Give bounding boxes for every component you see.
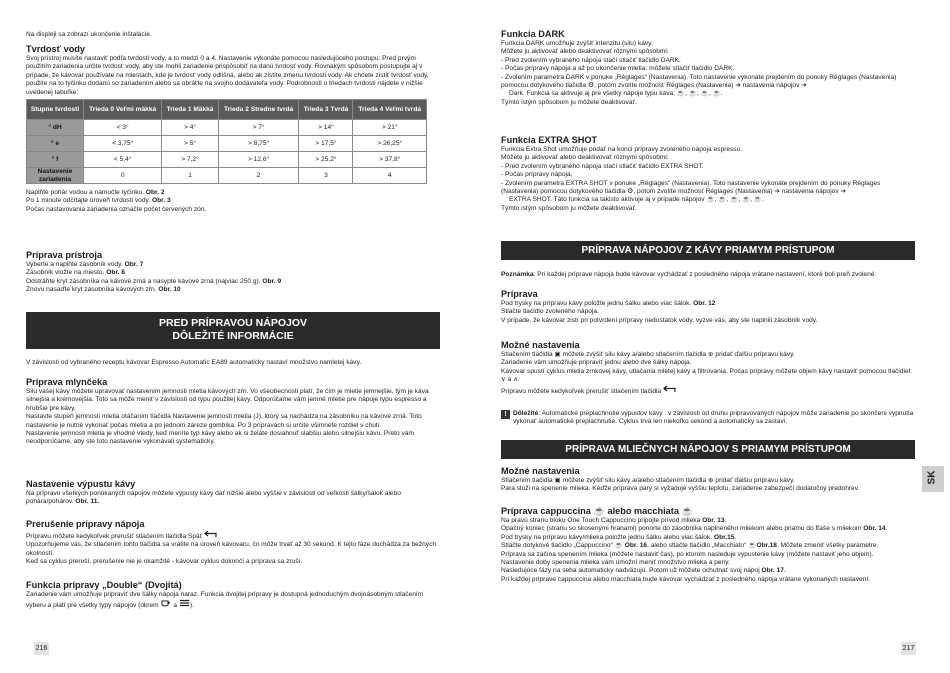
cappuccino-cup-icon: ☕ — [593, 506, 605, 516]
add-shot-button-icon: ⊕ — [708, 351, 714, 358]
coffee-settings-heading: Možné nastavenia — [501, 340, 580, 350]
prep-step: Znovu nasaďte kryt zásobníka kávových zŕn. Obr. 10 — [26, 286, 181, 294]
dark-section — [501, 29, 916, 107]
table-cell: > 26,25° — [353, 136, 427, 152]
coffee-prep-heading: Príprava — [501, 289, 538, 299]
chevron-up-icon: ∧ — [513, 376, 519, 384]
table-cell: < 3,75° — [84, 136, 162, 152]
macchiato-glass-icon: ☕ — [748, 542, 757, 550]
table-cell: > 7,2° — [162, 152, 218, 168]
table-row — [27, 136, 427, 152]
arrow-right-icon: ➔ — [840, 188, 846, 196]
chevron-down-icon: ∨ — [501, 376, 506, 384]
interrupt-p3: Keď sa cyklus preruší, prerušenie nie je okamžité - kávovar cyklus dokončí a príprava sa zruší. — [26, 558, 303, 566]
cappuccino-line: Opačný koniec (stranu so skosenými hranami) ponorte do zásobníka naplneného mliekom alebo priamo do fľaše s mliekom Obr. 14. — [501, 525, 888, 533]
table-cell: 3 — [299, 168, 353, 184]
hardness-table — [26, 99, 427, 184]
warning-icon: ! — [501, 410, 510, 419]
back-arrow-icon — [204, 530, 218, 538]
double-heading: Funkcia prípravy „Double“ (Dvojitá) — [26, 580, 182, 590]
table-cell: > 17,5° — [299, 136, 353, 152]
coffee-settings-section — [501, 340, 916, 396]
table-header-cell: Stupne tvrdosti — [27, 100, 84, 120]
extra-line: EXTRA SHOT. Táto funkcia sa takisto aktivuje aj v prípade nápojov ☕, ☕, ☕, ☕, ☕. — [509, 196, 764, 204]
dark-line: - Pred zvolením vybraného nápoja stačí stlačiť tlačidlo DARK. — [501, 56, 681, 64]
grinder-section — [26, 377, 441, 447]
page-number: 217 — [901, 642, 916, 655]
prep-step: Zásobník vložte na miesto. Obr. 8 — [26, 269, 125, 277]
table-cell: 0 — [84, 168, 162, 184]
cappuccino-line: Nastavenie doby spenenia mlieka vám umožní meniť množstvo mlieka a peny. — [501, 559, 730, 567]
hardness-text: Svoj prístroj musíte nastaviť podľa tvrdosti vody, a to medzi 0 a 4. Nastavenie vykonáte pomocou nasledujúceho postupu: Pred prvým použitím zariadenia určite tvrdosť vody, aby ste mohli zariadenie prispôsobiť na danú tvrdosť vody. Rovnakým spôsobom postupujte aj v prípade, že kávovar používate na miestach, kde je tvrdosť vody odlišná, alebo ak zistíte zmenu tvrdosti vody. Ak chcete zistiť tvrdosť vody, použite na to tyčinku dodanú so zariadením alebo sa obráťte na svojho dodávateľa vody. Podrobnosti o triedach tvrdosti nájdete v nižšie uvedenej tabuľke: — [26, 55, 429, 96]
intro-text: Na displeji sa zobrazí ukončenie inštalácie. — [26, 31, 152, 38]
grinder-heading: Príprava mlynčeka — [26, 377, 108, 387]
grinder-p1: Silu vašej kávy môžete upravovať nastavením jemnosti mletia kávových zŕn. Vo všeobecnosti platí, že čím je mletie jemnejšie, tým je káva silnejšia a krémovejšia. Toto sa môže meniť v závislosti od typu použitej kávy. Odporúčame vám jemné mletie pre nápoje typu espresso a hrubšie pre kávy. — [26, 388, 429, 412]
grinder-p3: Nastavenie jemnosti mletia je vhodné vtedy, keď meníte typ kávy alebo ak si želáte dosiahnuť slabšiu alebo silnejšiu kávu. Preto vám neodporúčame, aby ste toto nastavenie vykonávali systematicky. — [26, 430, 414, 446]
milk-settings-line: Para slúži na spenenie mlieka. Keďže príprava pary si vyžaduje vyššiu teplotu, zariadenie zabezpečí dodatočný predohrev. — [501, 485, 860, 493]
table-row — [27, 120, 427, 136]
table-cell: > 8,75° — [218, 136, 299, 152]
double-section — [26, 580, 441, 611]
row-label: ° e — [27, 136, 84, 152]
spout-text: Na prípravu všetkých ponúkaných nápojov môžete výpusty kávy dať nižšie alebo vyššie v závislosti od veľkosti šálky/šálok alebo pohára/pohárov. Obr. 11. — [26, 490, 401, 506]
cappuccino-line: Pri každej príprave cappuccina alebo macchiata bude kávovar vychádzať z posledného nápoja vrátane vykonaných nastavení. — [501, 575, 871, 583]
hardness-step: Počas nastavovania zariadenia označte počet červených zón. — [26, 205, 207, 213]
info-banner: PRED PRÍPRAVOU NÁPOJOV DÔLEŽITÉ INFORMÁCIE — [26, 312, 440, 349]
macchiato-glass-icon: ☕ — [681, 506, 693, 516]
cappuccino-line: Na pravú stranu bloku One Touch Cappuccino pripojte prívod mlieka Obr. 13. — [501, 517, 727, 524]
table-cell: < 3° — [84, 120, 162, 136]
coffee-prep-section — [501, 289, 916, 325]
table-cell: > 14° — [299, 120, 353, 136]
settings-gear-icon: ⚙ — [587, 82, 595, 90]
interrupt-p2: Upozorňujeme vás, že stlačením tohto tlačidla sa vrátite na úroveň kávovaru, čo môže trvať až 30 sekúnd. K tejto fáze dochádza za bežných okolností. — [26, 541, 437, 557]
coffee-prep-line: Stlačte tlačidlo zvoleného nápoja. — [501, 308, 599, 316]
double-text: Zariadenie vám umožňuje pripraviť dve šálky nápoja naraz. Funkcia dvojitej prípravy je dostupná jednoduchým dvojnásobným stlačením výberu a platí pre všetky typy nápojov (okrem a ). — [26, 591, 424, 610]
row-label: ° f — [27, 152, 84, 168]
coffee-settings-line: Stlačením tlačidla ▣ môžete zvýšiť silu kávy a/alebo stlačením tlačidla ⊕ pridať ďalšiu prípravu kávy. — [501, 351, 795, 358]
spout-height-section — [26, 479, 441, 507]
extra-line: - Zvolením parametra EXTRA SHOT v ponuke „Réglages“ (Nastavenia). Toto nastavenie vykonáte prejdením do ponuky Réglages (Nastavenia) pomocou dotykového tlačidla ⚙, potom zvolíte možnosť Réglages (Nastavenia) ➔ nastavenia nápojov ➔ — [501, 179, 881, 196]
settings-gear-icon: ⚙ — [627, 188, 634, 196]
back-arrow-icon — [663, 385, 677, 393]
hardness-heading: Tvrdosť vody — [26, 44, 86, 54]
prep-step: Odstráňte kryt zásobníka na kávové zrná a nasypte kávové zrná (najviac 250 g). Obr. 9 — [26, 277, 282, 285]
table-cell: > 37,8° — [353, 152, 427, 168]
steam-cup-icon — [161, 599, 172, 607]
interrupt-section — [26, 519, 441, 567]
hardness-step: Naplňte pohár vodou a namočte tyčinku. Obr. 2 — [26, 189, 165, 197]
language-tab: SK — [922, 466, 944, 492]
coffee-settings-line: Zariadenie vám umožňuje pripraviť jednu alebo dve šálky nápoja. — [501, 359, 692, 367]
water-hardness-section — [26, 44, 441, 214]
table-header-cell: Trieda 3 Tvrdá — [299, 100, 353, 120]
coffee-banner: PRÍPRAVA NÁPOJOV Z KÁVY PRIAMYM PRÍSTUPOM — [501, 241, 915, 260]
cappuccino-section — [501, 506, 916, 584]
table-cell: > 7° — [218, 120, 299, 136]
table-cell: > 4° — [162, 120, 218, 136]
row-label: ° dH — [27, 120, 84, 136]
milk-settings-section — [501, 466, 916, 494]
cappuccino-line: Príprava sa začína spenením mlieka (môžete nastaviť čas), po ktorom nasleduje vypustenie kávy (môžete nastaviť jeho objem). — [501, 550, 874, 558]
coffee-settings-line: Kávovar spustí cyklus mletia zrnkovej kávy, utlačania mletej kávy a filtrovania. Počas prípravy môžete objem kávy nastaviť pomocou tlačidiel: ∨ a ∧. — [501, 367, 912, 384]
table-cell: > 12,6° — [218, 152, 299, 168]
dark-line: - Počas prípravy nápoja a až po ukončenie mletia: môžete stlačiť tlačidlo DARK. — [501, 65, 735, 73]
table-row — [27, 168, 427, 184]
coffee-cup-icons: ☕, ☕, ☕, ☕, ☕. — [706, 196, 764, 204]
interrupt-p1: Prípravu môžete kedykoľvek prerušiť stlačením tlačidla Späť . — [26, 530, 441, 541]
table-cell: > 5° — [162, 136, 218, 152]
dark-line: Dark. Funkcia sa aktivuje aj pre všetky nápoje typu káva: ☕, ☕, ☕, ☕. — [509, 90, 723, 98]
extra-line: Funkcia Extra Shot umožňuje pridať na konci prípravy zvoleného nápoja espresso. — [501, 146, 743, 153]
table-header-cell: Trieda 0 Veľmi mäkká — [84, 100, 162, 120]
cappuccino-line: Stlačte dotykové tlačidlo „Cappuccino“ ☕ Obr. 16. alebo stlačte tlačidlo „Macchiato“ ☕Obr.18. Môžete zmeniť všetky parametre. — [501, 542, 879, 550]
coffee-settings-line: Prípravu môžete kedykoľvek prerušiť stlačením tlačidla — [501, 385, 916, 396]
table-header-cell: Trieda 2 Stredne tvrdá — [218, 100, 299, 120]
dark-line: - Zvolením parametra DARK v ponuke „Réglages“ (Nastavenia). Toto nastavenie vykonáte prejdením do ponuky Réglages (Nastavenia) pomocou dotykového tlačidla ⚙, potom zvolíte možnosť Réglages (Nastavenia) ➔ nastavenia nápojov ➔ — [501, 73, 897, 90]
extra-line: Môžete ju aktivovať alebo deaktivovať rôznymi spôsobmi: — [501, 154, 669, 162]
extra-line: - Pred zvolením vybraného nápoja stačí stlačiť tlačidlo EXTRA SHOT. — [501, 162, 704, 170]
milk-banner: PRÍPRAVA MLIEČNYCH NÁPOJOV S PRIAMYM PRÍSTUPOM — [501, 440, 915, 459]
hardness-step: Po 1 minúte odčítajte úroveň tvrdosti vody. Obr. 3 — [26, 197, 171, 205]
interrupt-heading: Prerušenie prípravy nápoja — [26, 519, 145, 529]
table-header-cell: Trieda 1 Mäkká — [162, 100, 218, 120]
row-label: Nastavenie zariadenia — [27, 168, 84, 184]
strength-button-icon: ▣ — [554, 477, 561, 484]
milk-settings-line: Stlačením tlačidla ▣ môžete zvýšiť silu kávy a/alebo stlačením tlačidla ⊕ pridať ďalšiu prípravu kávy. — [501, 477, 795, 484]
prep-heading: Príprava prístroja — [26, 250, 103, 260]
dark-heading: Funkcia DARK — [501, 29, 565, 39]
dark-line: Môžete ju aktivovať alebo deaktivovať rôznymi spôsobmi: — [501, 48, 669, 56]
important-text: Dôležité: Automatické preplachnutie výpustov kávy : v závislosti od druhu pripravovaných nápojov môže zariadenie po skončení vypnutia vykonať automatické preplachnutie. Cyklus trvá len niekoľko sekúnd a automaticky sa zastaví. — [513, 410, 914, 426]
table-cell: < 5,4° — [84, 152, 162, 168]
strength-button-icon: ▣ — [554, 351, 561, 358]
add-shot-button-icon: ⊕ — [708, 477, 714, 484]
extra-shot-section — [501, 135, 916, 213]
cappuccino-cup-icon: ☕ — [614, 542, 623, 550]
cappuccino-line: Nasledujúce fázy na seba automaticky nadväzujú. Potom už môžete ochutnať svoj nápoj Obr. 17. — [501, 567, 786, 575]
right-page — [475, 0, 950, 673]
arrow-right-icon: ➔ — [801, 82, 807, 90]
milk-settings-heading: Možné nastavenia — [501, 466, 580, 476]
dark-line: Týmto istým spôsobom ju môžete deaktivovať. — [501, 98, 637, 106]
note-text: Poznámka: Pri každej príprave nápoja bude kávovar vychádzať z posledného nápoja vrátane nastavení, ktoré boli preň zvolené. — [501, 271, 877, 278]
extra-line: - Počas prípravy nápoja, — [501, 171, 573, 179]
coffee-cup-icons: ☕, ☕, ☕, ☕. — [676, 90, 723, 98]
banner-text: V závislosti od vybraného receptu kávovar Espresso Automatic EA89 automaticky nastaví množstvo namletej kávy. — [26, 359, 362, 366]
arrow-right-icon: ➔ — [735, 82, 741, 90]
page-number: 216 — [34, 642, 49, 655]
dark-line: Funkcia DARK umožňuje zvýšiť intenzitu (silu) kávy. — [501, 40, 653, 47]
extra-heading: Funkcia EXTRA SHOT — [501, 135, 598, 145]
menu-icon — [179, 599, 190, 607]
table-cell: > 25,2° — [299, 152, 353, 168]
table-cell: 2 — [218, 168, 299, 184]
grinder-p2: Nastavte stupeň jemnosti mletia otáčaním tlačidla Nastavenie jemnosti mletia (J), ktorý sa nachádza na zásobníku na kávové zrná. Toto nastavenie je nutné vykonať počas mletia a po jednom zárezе gombíka. Po 3 prípravách si určite všimnete rozdiel v chuti. — [26, 413, 422, 429]
table-cell: 4 — [353, 168, 427, 184]
important-note — [501, 410, 916, 427]
table-row — [27, 152, 427, 168]
table-cell: 1 — [162, 168, 218, 184]
table-cell: > 21° — [353, 120, 427, 136]
table-header-cell: Trieda 4 Veľmi tvrdá — [353, 100, 427, 120]
extra-line: Týmto istým spôsobom ju môžete deaktivovať. — [501, 204, 637, 212]
cappuccino-line: Pod trysky na prípravu kávy/mlieka položte jednu šálku alebo viac šálok. Obr.15. — [501, 533, 737, 541]
arrow-right-icon: ➔ — [774, 188, 780, 196]
coffee-prep-line: Pod trysky na prípravu kávy položte jednu šálku alebo viac šálok. Obr. 12 — [501, 300, 716, 307]
cappuccino-heading: Príprava cappuccina ☕ alebo macchiata ☕ — [501, 506, 693, 516]
spout-heading: Nastavenie výpustu kávy — [26, 479, 136, 489]
machine-prep-section — [26, 250, 441, 295]
coffee-prep-line: V prípade, že kávovar zistí pri potvrdení prípravy nedostatok vody, vyzve vás, aby ste naplnili zásobník vody. — [501, 316, 818, 324]
prep-step: Vyberte a naplňte zásobník vody. Obr. 7 — [26, 261, 144, 268]
